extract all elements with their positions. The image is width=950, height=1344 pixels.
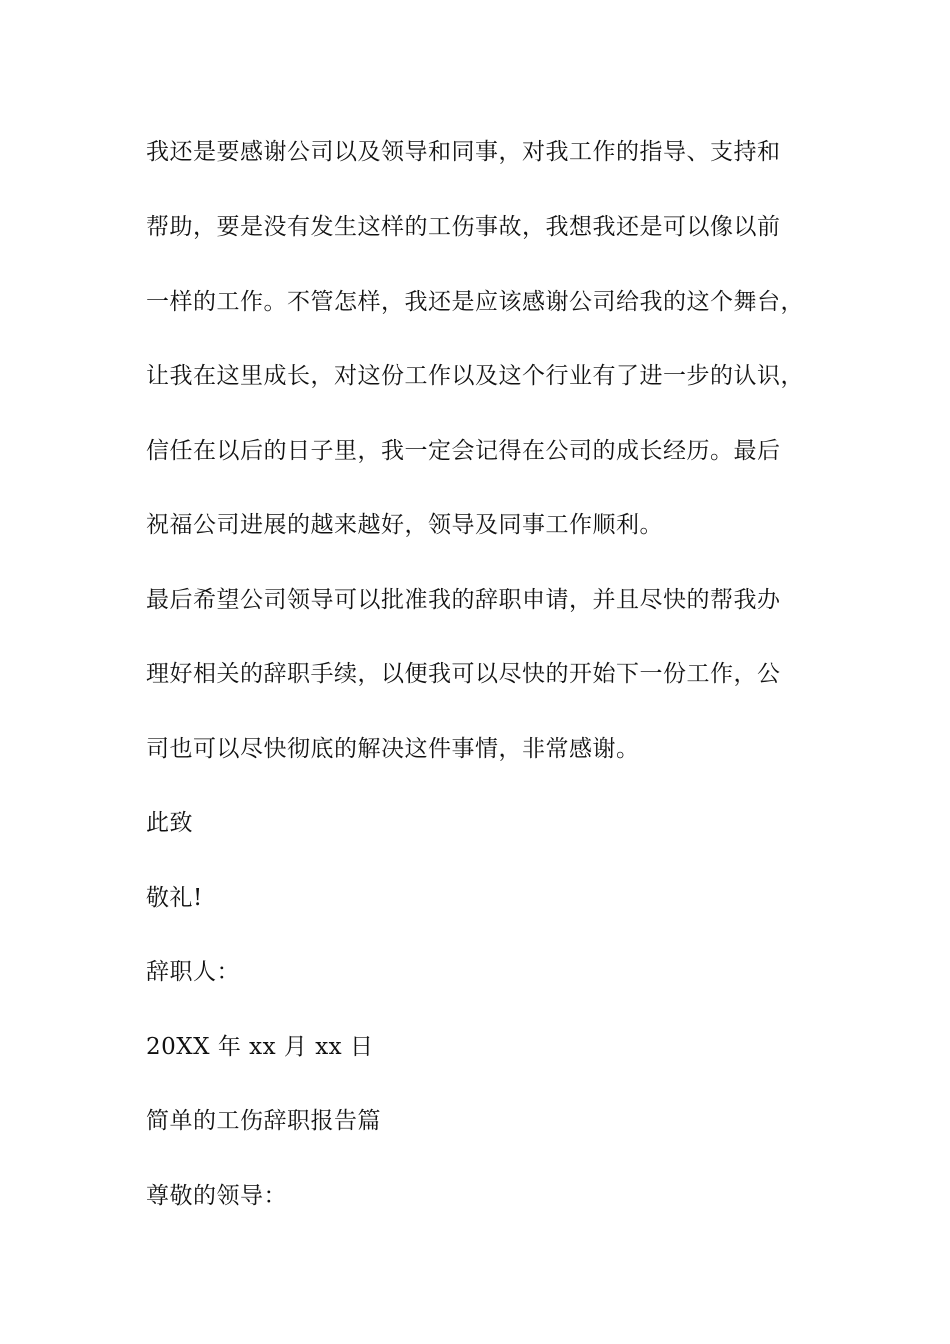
- closing-regards: 敬礼!: [146, 885, 203, 911]
- paragraph-line: 信任在以后的日子里，我一定会记得在公司的成长经历。最后: [146, 438, 781, 464]
- signature-label: 辞职人：: [146, 959, 240, 985]
- paragraph-line: 最后希望公司领导可以批准我的辞职申请，并且尽快的帮我办: [146, 587, 781, 613]
- closing-salutation: 此致: [146, 810, 193, 836]
- paragraph-line: 一样的工作。不管怎样，我还是应该感谢公司给我的这个舞台，: [146, 289, 804, 315]
- date-line: 20XX 年 xx 月 xx 日: [146, 1034, 374, 1060]
- section-title: 简单的工伤辞职报告篇: [146, 1108, 381, 1134]
- paragraph-line: 理好相关的辞职手续，以便我可以尽快的开始下一份工作，公: [146, 661, 781, 687]
- greeting-line: 尊敬的领导：: [146, 1183, 287, 1209]
- paragraph-line: 我还是要感谢公司以及领导和同事，对我工作的指导、支持和: [146, 139, 781, 165]
- paragraph-line: 让我在这里成长，对这份工作以及这个行业有了进一步的认识，: [146, 363, 804, 389]
- paragraph-line: 祝福公司进展的越来越好，领导及同事工作顺利。: [146, 512, 663, 538]
- paragraph-line: 司也可以尽快彻底的解决这件事情，非常感谢。: [146, 736, 640, 762]
- paragraph-line: 帮助，要是没有发生这样的工伤事故，我想我还是可以像以前: [146, 214, 781, 240]
